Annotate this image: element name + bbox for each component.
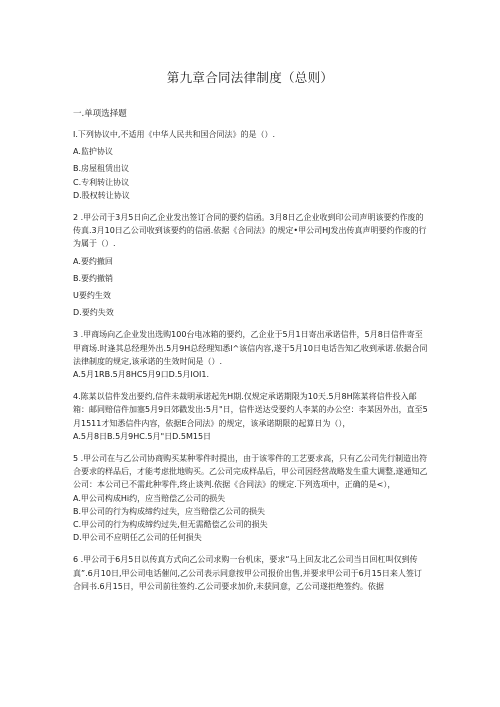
question-stem: 4.陈某以信件发出要约,信件未裁明承诺起先H期.仅规定承诺期限为10天.5月8H陈某将信件投入邮箱：邮同赔信件加塞5月9日郊戳发出:5月"日，信件送达受要约人李某的办公空：李某因外出，直至5月1511才知悉信件内容，依据E合同法》的规定，该承诺期限的起算日为（）， [73, 392, 428, 428]
option: C.专利转让协议 [73, 177, 130, 187]
question-stem: 3 .甲商场向乙企业发出选购100台电冰箱的要约，乙企业于5月1日寄出承诺信件，5月8日信件寄至甲商场.时逢其总经理外出.5月9H总经理知悉l^该信内容,遂于5月10日电话告知乙收到承诺.依据合同法律制度的规定,该承诺的生效时间是（）. [73, 330, 428, 366]
option: B.房屋租赁出议 [73, 164, 130, 174]
question-stem: 2 .甲公司于3月5日向乙企业发出签订合同的要约信函。3月8日乙企业收到印公司声明该要约作废的传真.3月10日乙公司收到该要约的信函.依据《合同法》的规定•甲公司HJ发出传真声明要约作废的行为属于（）. [73, 213, 427, 249]
option: D.股权转让协议 [73, 190, 130, 200]
question-4 [73, 390, 429, 443]
option: C.甲公司的行为构成缔约过失,但无需酷偿乙公司的损失 [73, 520, 268, 530]
option: A.甲公司构成Hi约，应当赔偿乙公司的损失 [73, 493, 226, 503]
question-list [73, 128, 429, 598]
option: U要约生效 [73, 291, 111, 301]
option: B.甲公司的行为构成缔约过失，应当赔偿乙公司的损失 [73, 506, 266, 516]
chapter-title: 第九章合同法律制度（总则） [166, 70, 334, 85]
question-3 [73, 328, 429, 381]
option: A.5月8日B.5月9HC.5月"日D.5M15日 [73, 431, 212, 441]
question-2 [73, 211, 429, 319]
option: A.监护协议 [73, 147, 113, 157]
question-6 [73, 553, 429, 593]
question-5 [73, 452, 429, 544]
question-stem: 6 .甲公司于6月5日以传真方式向乙公司求购一台机床，要求“马上回友北乙公司当日回杠叫仅到传真”.6月10日,甲公司电话催问,乙公司表示同意按甲公司报价出售,并要求甲公司于6月15日来人签订合同书.6月15日，甲公司前往签约.乙公司要求加价,未获同意，乙公司遂拒绝签约。依据 [73, 555, 422, 591]
option: D.要约失效 [73, 308, 114, 318]
question-stem: 5 .甲公司在与乙公司协商购买某种零件时提出，由于该零件的工艺要求高，只有乙公司先行制造出符合要求的样品后，才能考虑批地购买。乙公司完成样品后，甲公司因经营战略发生重大调整,遂通知乙公司：本公司已不需此种零件,终止谈判.依据《合同法》的规定.下列选项中，正确的是<）， [73, 454, 428, 490]
section-heading: 一.单项选择题 [73, 109, 127, 119]
option: D.甲公司不应明任乙公司的任何损失 [73, 533, 202, 543]
question-1 [73, 128, 429, 202]
question-stem: I.下列协议中,不适用《中华人民共和国合同法》的是（）. [73, 130, 275, 139]
option: B.要约撤销 [73, 273, 114, 283]
option: A.5月1RB.5月8HC5月9口D.5月IOI1. [73, 370, 210, 380]
option: A.要约撤回 [73, 256, 113, 266]
